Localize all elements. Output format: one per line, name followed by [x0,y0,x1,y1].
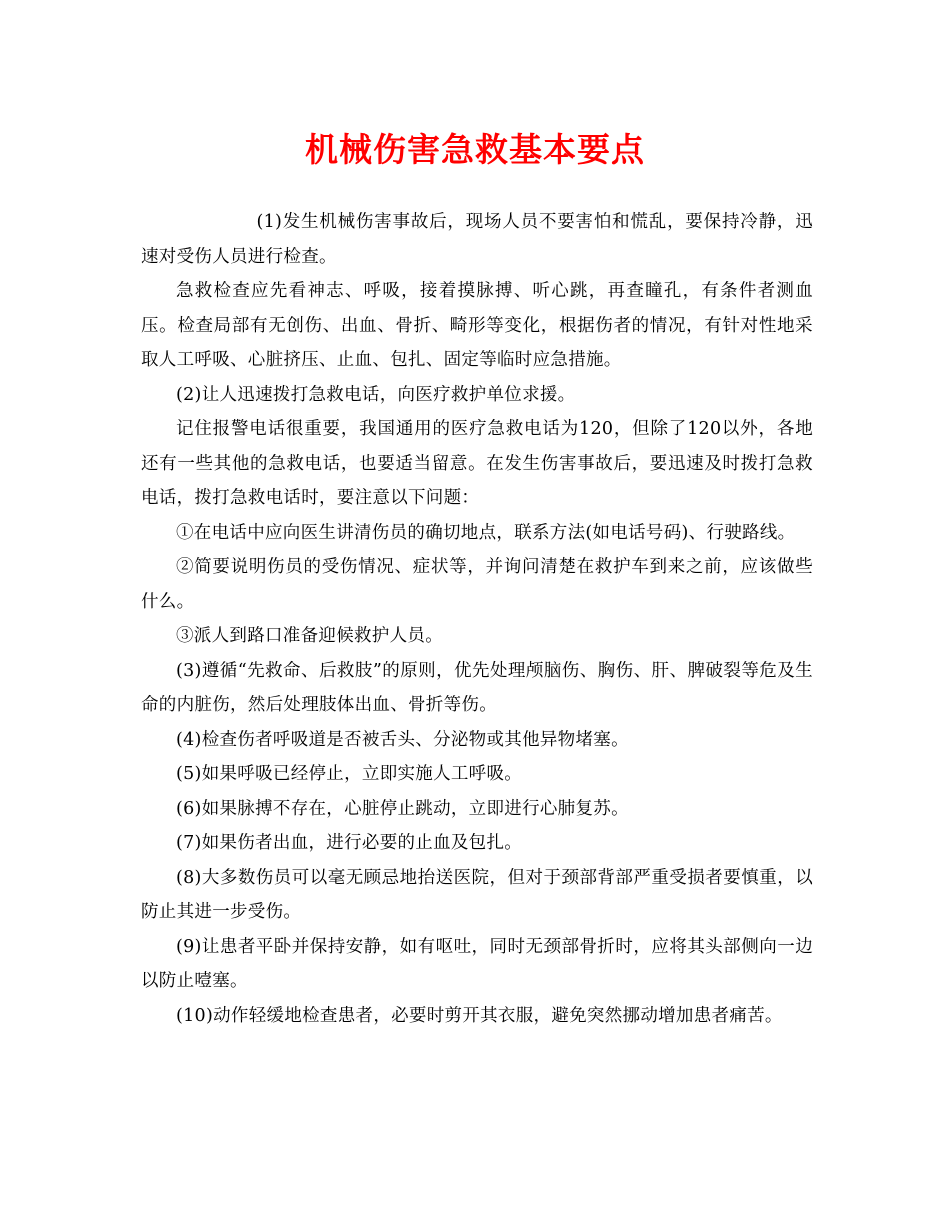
paragraph-10: (5)如果呼吸已经停止，立即实施人工呼吸。 [176,764,523,784]
paragraph-14: (9)让患者平卧并保持安静，如有呕吐，同时无颈部骨折时，应将其头部侧向一边以防止噎塞。 [141,936,813,991]
paragraph-1: (1)发生机械伤害事故后，现场人员不要害怕和慌乱，要保持冷静，迅速对受伤人员进行检查。 [141,212,813,267]
paragraph-8: (3)遵循“先救命、后救肢”的原则，优先处理颅脑伤、胸伤、肝、脾破裂等危及生命的内脏伤，然后处理肢体出血、骨折等伤。 [141,660,813,715]
paragraph-5: ①在电话中应向医生讲清伤员的确切地点，联系方法(如电话号码)、行驶路线。 [176,522,796,543]
paragraph-3: (2)让人迅速拨打急救电话，向医疗救护单位求援。 [176,384,576,405]
paragraph-4: 记住报警电话很重要，我国通用的医疗急救电话为120，但除了120以外，各地还有一些其他的急救电话，也要适当留意。在发生伤害事故后，要迅速及时拨打急救电话，拨打急救电话时，要注意以下问题： [141,419,813,508]
paragraph-13: (8)大多数伤员可以毫无顾忌地抬送医院，但对于颈部背部严重受损者要慎重，以防止其进一步受伤。 [141,867,813,922]
document-body [141,205,813,1033]
document-title: 机械伤害急救基本要点 [305,130,645,169]
paragraph-15: (10)动作轻缓地检查患者，必要时剪开其衣服，避免突然挪动增加患者痛苦。 [176,1005,783,1026]
paragraph-11: (6)如果脉搏不存在，心脏停止跳动，立即进行心肺复苏。 [176,798,629,819]
paragraph-7: ③派人到路口准备迎候救护人员。 [176,626,443,646]
paragraph-9: (4)检查伤者呼吸道是否被舌头、分泌物或其他异物堵塞。 [176,729,629,750]
paragraph-2: 急救检查应先看神志、呼吸，接着摸脉搏、听心跳，再查瞳孔，有条件者测血压。检查局部有无创伤、出血、骨折、畸形等变化，根据伤者的情况，有针对性地采取人工呼吸、心脏挤压、止血、包扎、固定等临时应急措施。 [141,281,813,370]
paragraph-12: (7)如果伤者出血，进行必要的止血及包扎。 [176,833,523,853]
paragraph-6: ②简要说明伤员的受伤情况、症状等，并询问清楚在救护车到来之前，应该做些什么。 [141,557,813,612]
